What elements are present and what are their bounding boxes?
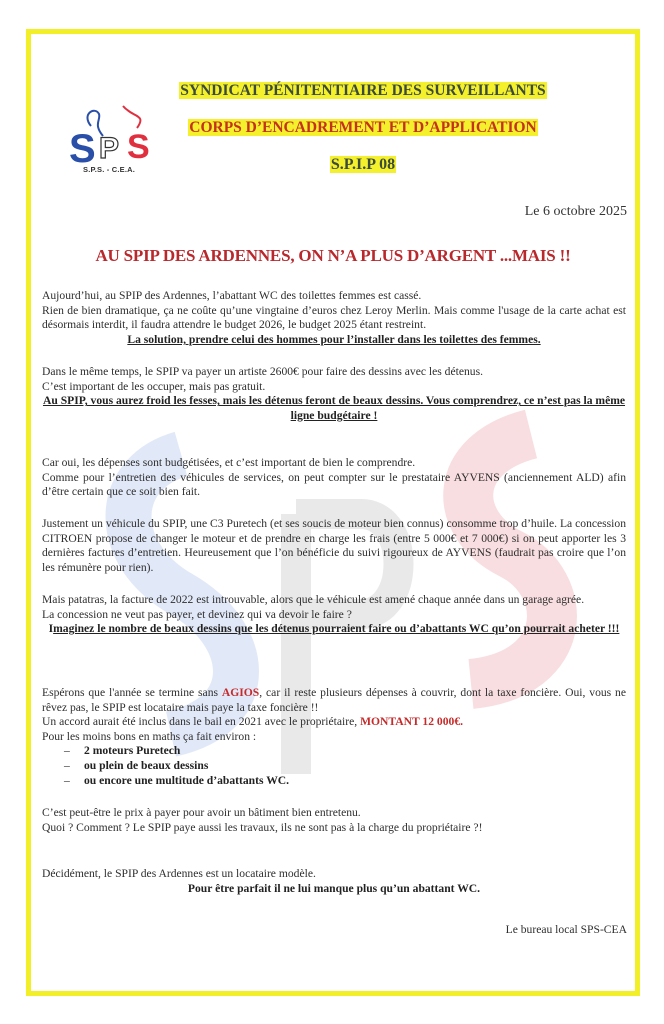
paragraph-1 xyxy=(42,289,626,347)
document-page xyxy=(26,29,640,996)
list-item-text: ou encore une multitude d’abattants WC. xyxy=(84,773,290,787)
paragraph-8-line-1: Décidément, le SPIP des Ardennes est un locataire modèle. xyxy=(42,867,316,880)
amount-highlight: MONTANT 12 000€. xyxy=(360,715,464,729)
paragraph-7-line-2: Quoi ? Comment ? Le SPIP paye aussi les travaux, ils ne sont pas à la charge du propriétaire ?! xyxy=(42,820,483,834)
document-title: AU SPIP DES ARDENNES, ON N’A PLUS D’ARGENT ...MAIS !! xyxy=(95,246,571,265)
list-item xyxy=(64,744,626,759)
paragraph-3 xyxy=(42,456,626,500)
paragraph-8-emphasis: Pour être parfait il ne lui manque plus qu’un abattant WC. xyxy=(187,881,481,895)
union-name-text: SYNDICAT PÉNITENTIAIRE DES SURVEILLANTS xyxy=(180,82,546,99)
paragraph-5-emphasis-initial: I xyxy=(48,622,54,636)
paragraph-3-line-1: Car oui, les dépenses sont budgétisées, et c’est important de bien le comprendre. xyxy=(42,456,416,469)
union-corps-text: CORPS D’ENCADREMENT ET D’APPLICATION xyxy=(189,119,537,136)
logo-caption: S.P.S. - C.E.A. xyxy=(83,165,136,174)
paragraph-8 xyxy=(42,867,626,896)
paragraph-5-emphasis xyxy=(42,622,626,637)
paragraph-7-line-1: C’est peut-être le prix à payer pour avoir un bâtiment bien entretenu. xyxy=(42,806,361,819)
list-item xyxy=(64,759,626,774)
paragraph-1-emphasis: La solution, prendre celui des hommes pour l’installer dans les toilettes des femmes. xyxy=(127,332,541,346)
union-section xyxy=(91,156,635,174)
paragraph-2-emphasis: Au SPIP, vous aurez froid les fesses, mais les détenus feront de beaux dessins. Vous comprendrez, ce n’est pas la même ligne budgétaire ! xyxy=(42,394,626,422)
logo-letter-s-blue: S xyxy=(69,127,96,171)
union-section-text: S.P.I.P 08 xyxy=(330,156,396,173)
paragraph-2-line-2: C’est important de les occuper, mais pas gratuit. xyxy=(42,379,266,393)
dash-bullet: – xyxy=(64,758,70,772)
list-item-text: ou plein de beaux dessins xyxy=(84,758,209,772)
union-corps xyxy=(91,119,635,137)
list-item-text: 2 moteurs Puretech xyxy=(84,744,181,758)
paragraph-6-text-a: Espérons que l'année se termine sans xyxy=(42,686,222,699)
paragraph-3-line-2: Comme pour l’entretien des véhicules de services, on peut compter sur le prestataire AYVENS (anciennement ALD) afin d’être certain que ce soit bien fait. xyxy=(42,470,626,499)
logo-letter-s-red: S xyxy=(127,128,150,166)
signature: Le bureau local SPS-CEA xyxy=(505,923,627,936)
list-item xyxy=(64,774,626,789)
paragraph-5-line-2: La concession ne veut pas payer, et devinez qui va devoir le faire ? xyxy=(42,607,352,621)
paragraph-7 xyxy=(42,806,626,835)
paragraph-6 xyxy=(42,686,626,788)
paragraph-6-line-1 xyxy=(42,686,626,715)
document-date: Le 6 octobre 2025 xyxy=(524,204,627,219)
paragraph-1-line-2: Rien de bien dramatique, ça ne coûte qu’une vingtaine d’euros chez Leroy Merlin. Mais comme l'usage de la carte achat est désormais interdit, il faudra attendre le budget 2026, le budget 2025 étant restreint. xyxy=(42,303,626,332)
paragraph-4 xyxy=(42,517,626,575)
union-name xyxy=(91,82,635,100)
sps-watermark-logo xyxy=(31,34,635,991)
paragraph-4-text: Justement un véhicule du SPIP, une C3 Puretech (et ses soucis de moteur bien connus) consomme trop d’huile. La concession CITROEN propose de changer le moteur et de prendre en charge les frais (entre 5 000€ et 7 000€) si on peut apporter les 3 dernières factures d’entretien. Heureusement que l’on bénéficie du suivi rigoureux de AYVENS (faudrait pas croire que l’on les rémunère pour rien). xyxy=(42,517,626,574)
dash-bullet: – xyxy=(64,773,70,787)
paragraph-5-emphasis-rest: maginez le nombre de beaux dessins que les détenus pourraient faire ou d’abattants WC qu’on pourrait acheter !!! xyxy=(53,622,620,636)
paragraph-5-line-1: Mais patatras, la facture de 2022 est introuvable, alors que le véhicule est amené chaque année dans un garage agrée. xyxy=(42,593,585,606)
agios-highlight: AGIOS xyxy=(221,686,260,699)
paragraph-6-line-2 xyxy=(42,715,626,730)
equivalents-list xyxy=(42,744,626,788)
paragraph-5 xyxy=(42,593,626,637)
dash-bullet: – xyxy=(64,744,70,758)
paragraph-6-text-b: , car il reste plusieurs dépenses à couvrir, dont la taxe foncière. Oui, vous ne rêvez pas, le SPIP est locataire mais paye la taxe foncière !! xyxy=(42,686,626,714)
logo-letter-p: P xyxy=(99,132,120,165)
paragraph-2 xyxy=(42,365,626,423)
paragraph-1-line-1: Aujourd’hui, au SPIP des Ardennes, l’abattant WC des toilettes femmes est cassé. xyxy=(42,289,422,302)
paragraph-6-line-3: Pour les moins bons en maths ça fait environ : xyxy=(42,729,257,743)
paragraph-6-text-c: Un accord aurait été inclus dans le bail en 2021 avec le propriétaire, xyxy=(42,715,361,729)
paragraph-2-line-1: Dans le même temps, le SPIP va payer un artiste 2600€ pour faire des dessins avec les détenus. xyxy=(42,365,483,378)
